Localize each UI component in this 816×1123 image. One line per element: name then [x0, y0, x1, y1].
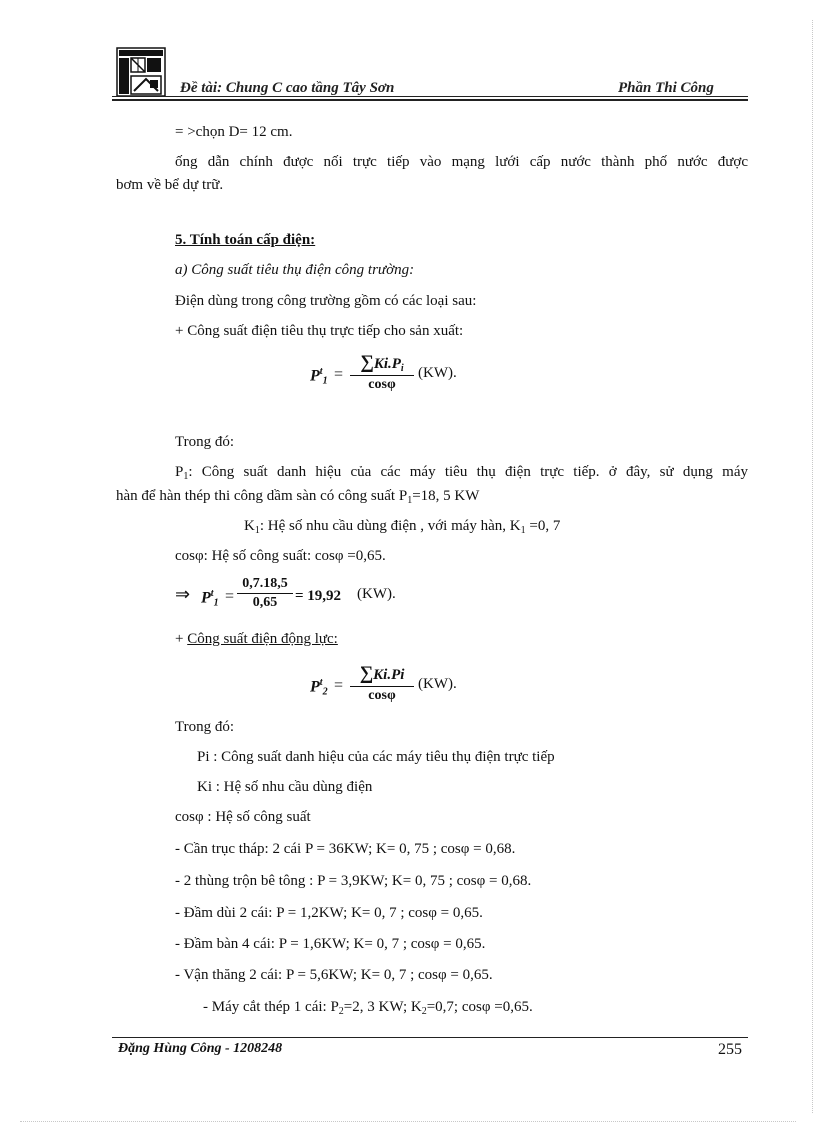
list-item: - Vận thăng 2 cái: P = 5,6KW; K= 0, 7 ; cosφ = 0,65.: [175, 967, 493, 983]
formula-p1t: $P^t_1$ = $\sum Ki.P_i$ cosφ (KW).: [310, 352, 457, 392]
formula-denominator: cosφ: [368, 688, 396, 703]
paragraph-line: bơm về bể dự trữ.: [116, 177, 224, 193]
formula-numerator: $\sum Ki.P_i$: [360, 352, 404, 374]
formula-unit: (KW).: [418, 365, 457, 381]
header-section: Phần Thi Công: [618, 80, 714, 96]
text-line: Trong đó:: [175, 434, 235, 450]
text-line: Trong đó:: [175, 719, 235, 735]
paragraph-line: ống dẫn chính được nối trực tiếp vào mạng lưới cấp nước thành phố nước được: [175, 154, 748, 170]
page-edge-bottom: [20, 1121, 796, 1122]
formula-unit: (KW).: [357, 586, 396, 602]
paragraph-line: $P_1$: Công suất danh hiệu của các máy tiêu thụ điện trực tiếp. ở đây, sử dụng máy: [175, 464, 748, 482]
subsection-heading: a) Công suất tiêu thụ điện công trường:: [175, 262, 415, 278]
formula-unit: (KW).: [418, 676, 457, 692]
formula-numerator: 0,7.18,5: [242, 576, 288, 591]
formula-result: = 19,92: [295, 588, 342, 604]
header-rule-thin: [112, 96, 748, 97]
text-line: = >chọn D= 12 cm.: [175, 124, 293, 140]
section-heading: 5. Tính toán cấp điện:: [175, 232, 316, 248]
footer-author: Đặng Hùng Công - 1208248: [118, 1041, 283, 1056]
list-item: - Cần trục tháp: 2 cái P = 36KW; K= 0, 75 ; cosφ = 0,68.: [175, 841, 516, 857]
text-line: Điện dùng trong công trường gồm có các loại sau:: [175, 293, 477, 309]
text-line: cosφ: Hệ số công suất: cosφ =0,65.: [175, 548, 386, 564]
header-rule-thick: [112, 99, 748, 101]
page-number: 255: [718, 1041, 742, 1058]
list-item: - 2 thùng trộn bê tông : P = 3,9KW; K= 0, 75 ; cosφ = 0,68.: [175, 873, 532, 889]
definition-line: Ki : Hệ số nhu cầu dùng điện: [197, 779, 373, 795]
formula-p1t-result: ⇒ $P^t_1$ = 0,7.18,5 0,65 = 19,92 (KW).: [175, 576, 396, 610]
header-title: Đề tài: Chung C cao tầng Tây Sơn: [180, 80, 395, 96]
text-line: + Công suất điện tiêu thụ trực tiếp cho sản xuất:: [175, 323, 464, 339]
definition-line: Pi : Công suất danh hiệu của các máy tiêu thụ điện trực tiếp: [197, 749, 555, 765]
list-item: - Đầm bàn 4 cái: P = 1,6KW; K= 0, 7 ; cosφ = 0,65.: [175, 936, 486, 952]
list-item: - Đầm dùi 2 cái: P = 1,2KW; K= 0, 7 ; cosφ = 0,65.: [175, 905, 483, 921]
formula-p2t: $P^t_2$ = ∑Ki.Pi cosφ (KW).: [310, 663, 457, 703]
formula-denominator: cosφ: [368, 377, 396, 392]
page-edge-right: [812, 20, 813, 1113]
formula-numerator: ∑Ki.Pi: [359, 663, 405, 684]
footer-rule: [112, 1037, 748, 1038]
xay-dung-logo: [116, 47, 166, 97]
text-line: + Công suất điện động lực:: [175, 631, 338, 647]
paragraph-line: hàn để hàn thép thi công dầm sàn có công suất $P_1=18$, 5 KW: [116, 488, 480, 506]
text-line: $K_1$: Hệ số nhu cầu dùng điện , với máy hàn, $K_1 =0$, 7: [244, 518, 561, 536]
list-item: - Máy cắt thép 1 cái: $P_2=2$, 3 KW; $K_2=0,7$; cosφ =0,65.: [203, 999, 533, 1017]
formula-denominator: 0,65: [252, 595, 278, 610]
definition-line: cosφ : Hệ số công suất: [175, 809, 311, 825]
